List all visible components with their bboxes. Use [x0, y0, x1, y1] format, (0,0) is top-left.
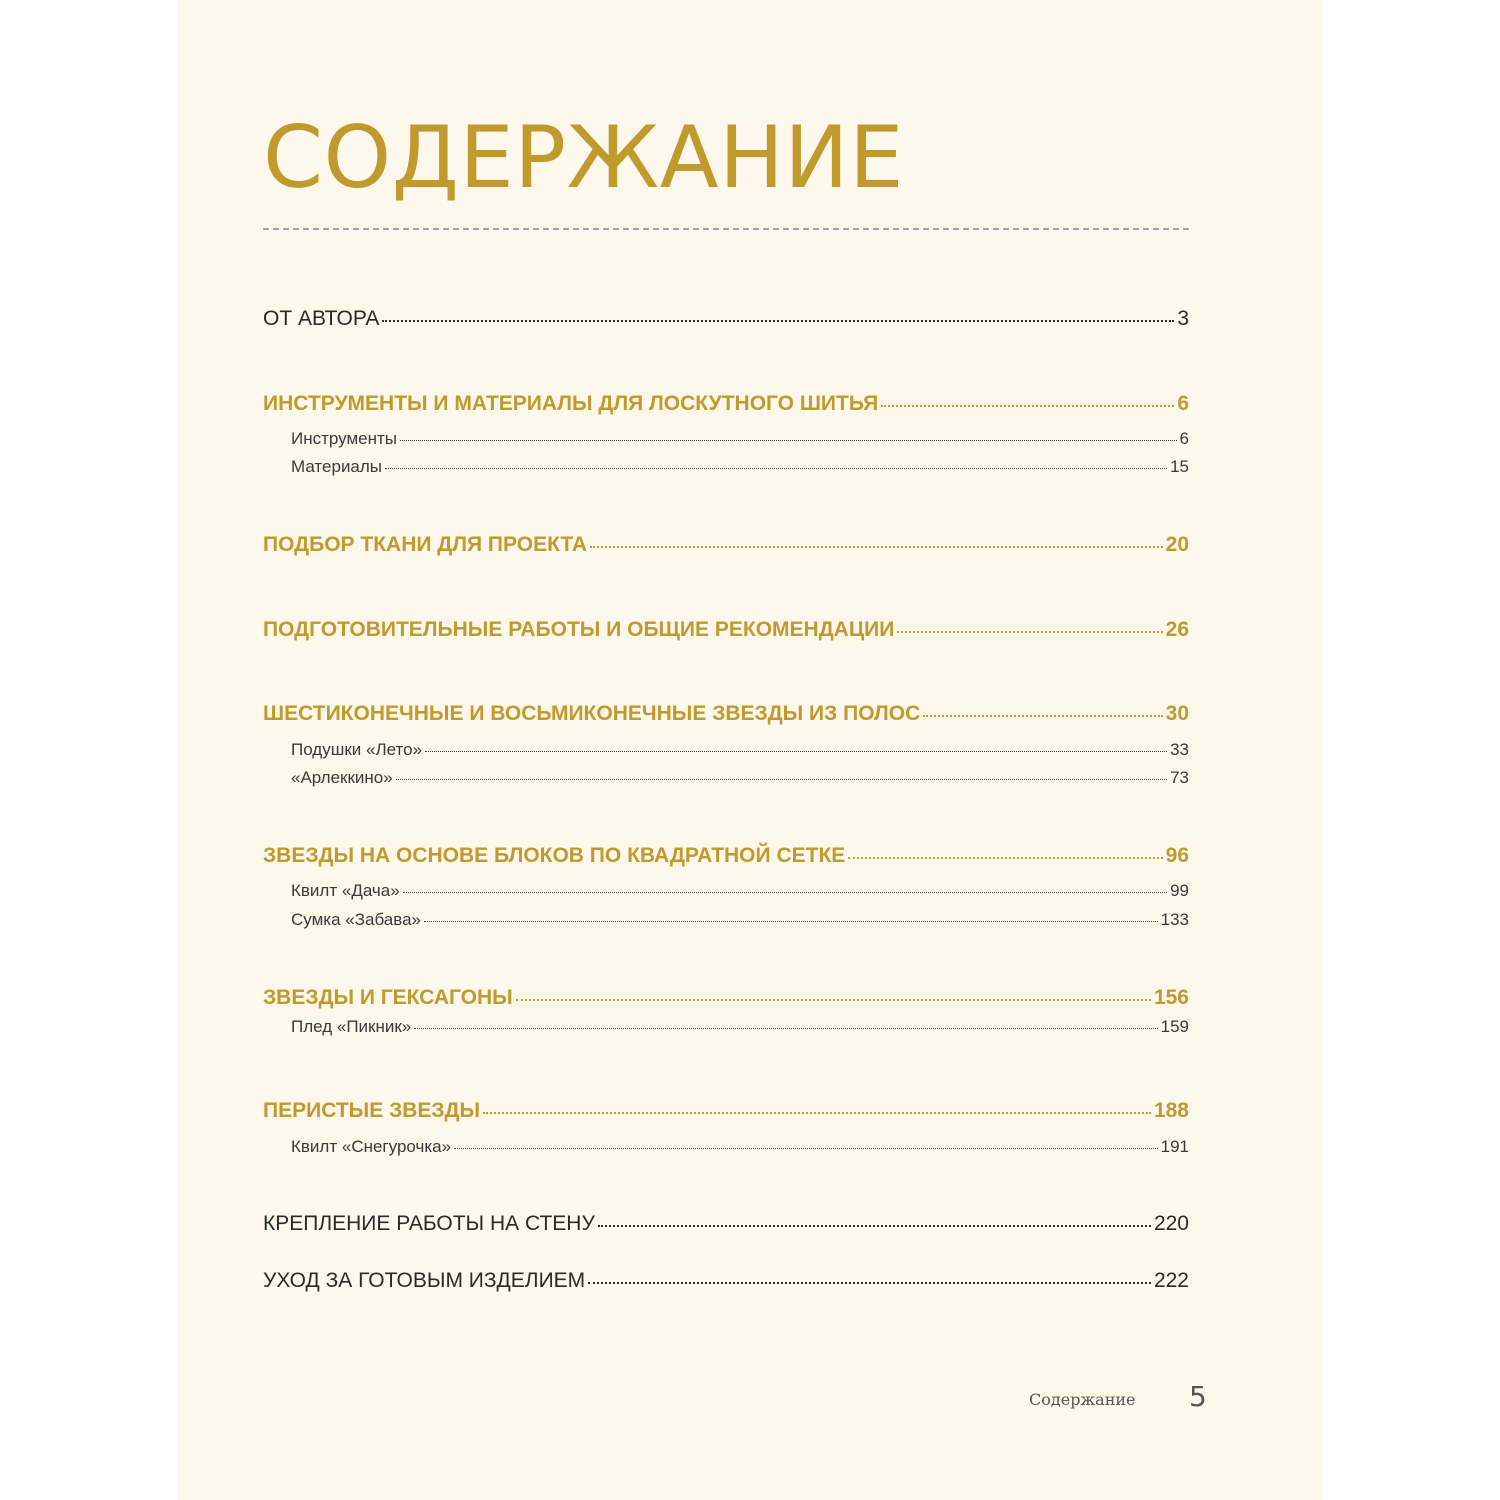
- toc-subentry-quilt-dacha[interactable]: [291, 881, 1189, 901]
- dot-leader: [424, 921, 1158, 922]
- toc-entry-label: ПОДГОТОВИТЕЛЬНЫЕ РАБОТЫ И ОБЩИЕ РЕКОМЕНДАЦИИ: [263, 618, 895, 641]
- toc-entry-wall-mounting[interactable]: [263, 1212, 1189, 1236]
- toc-subentry-label: Квилт «Дача»: [291, 881, 400, 900]
- dashed-divider: [263, 228, 1189, 230]
- toc-entry-hexagon-stars[interactable]: [263, 986, 1189, 1010]
- toc-entry-label: ЗВЕЗДЫ НА ОСНОВЕ БЛОКОВ ПО КВАДРАТНОЙ СЕТКЕ: [263, 844, 846, 867]
- toc-subentry-label: Сумка «Забава»: [291, 910, 421, 929]
- toc-entry-page: 156: [1153, 986, 1189, 1009]
- toc-subentry-plaid-piknik[interactable]: [291, 1017, 1189, 1037]
- toc-entry-page: 20: [1165, 533, 1189, 556]
- toc-subentry-page: 15: [1170, 457, 1189, 476]
- toc-subentry-quilt-snegurochka[interactable]: [291, 1137, 1189, 1157]
- dot-leader: [881, 405, 1174, 407]
- toc-entry-strip-stars[interactable]: [263, 702, 1189, 726]
- book-page: [178, 0, 1322, 1500]
- toc-subentry-label: «Арлеккино»: [291, 768, 393, 787]
- dot-leader: [454, 1148, 1158, 1149]
- dot-leader: [382, 320, 1174, 322]
- toc-entry-page: 222: [1153, 1269, 1189, 1292]
- toc-subentry-arlekkino[interactable]: [291, 768, 1189, 788]
- toc-entry-feathered-stars[interactable]: [263, 1099, 1189, 1123]
- page-title: СОДЕРЖАНИЕ: [263, 108, 904, 208]
- toc-entry-page: 3: [1177, 307, 1189, 330]
- toc-subentry-page: 33: [1170, 740, 1189, 759]
- dot-leader: [414, 1028, 1157, 1029]
- toc-subentry-page: 133: [1160, 910, 1189, 929]
- toc-entry-preparation[interactable]: [263, 618, 1189, 642]
- toc-entry-page: 188: [1153, 1099, 1189, 1122]
- toc-subentry-page: 99: [1170, 881, 1189, 900]
- dot-leader: [848, 857, 1162, 859]
- toc-entry-page: 220: [1153, 1212, 1189, 1235]
- toc-entry-page: 96: [1165, 844, 1189, 867]
- toc-subentry-page: 191: [1160, 1137, 1189, 1156]
- toc-subentry-bag-zabava[interactable]: [291, 910, 1189, 930]
- toc-entry-label: ЗВЕЗДЫ И ГЕКСАГОНЫ: [263, 986, 513, 1009]
- dot-leader: [403, 892, 1167, 893]
- toc-subentry-label: Плед «Пикник»: [291, 1017, 412, 1036]
- dot-leader: [516, 999, 1151, 1001]
- toc-entry-page: 26: [1165, 618, 1189, 641]
- dot-leader: [425, 751, 1167, 752]
- dot-leader: [590, 546, 1163, 548]
- toc-entry-label: ПОДБОР ТКАНИ ДЛЯ ПРОЕКТА: [263, 533, 588, 556]
- toc-entry-label: ПЕРИСТЫЕ ЗВЕЗДЫ: [263, 1099, 481, 1122]
- toc-subentry-pillows-leto[interactable]: [291, 740, 1189, 760]
- toc-subentry-label: Инструменты: [291, 429, 398, 448]
- toc-entry-label: КРЕПЛЕНИЕ РАБОТЫ НА СТЕНУ: [263, 1212, 595, 1235]
- toc-entry-page: 6: [1177, 392, 1189, 415]
- dot-leader: [396, 779, 1167, 780]
- toc-entry-label: ИНСТРУМЕНТЫ И МАТЕРИАЛЫ ДЛЯ ЛОСКУТНОГО ШИТЬЯ: [263, 392, 879, 415]
- running-footer-label: Содержание: [1029, 1390, 1136, 1409]
- toc-entry-care[interactable]: [263, 1269, 1189, 1293]
- toc-entry-label: УХОД ЗА ГОТОВЫМ ИЗДЕЛИЕМ: [263, 1269, 586, 1292]
- dot-leader: [400, 440, 1177, 441]
- toc-subentry-page: 159: [1160, 1017, 1189, 1036]
- toc-entry-label: ШЕСТИКОНЕЧНЫЕ И ВОСЬМИКОНЕЧНЫЕ ЗВЕЗДЫ ИЗ ПОЛОС: [263, 702, 921, 725]
- toc-subentry-materials[interactable]: [291, 457, 1189, 477]
- page-number: 5: [1189, 1380, 1207, 1413]
- dot-leader: [923, 715, 1162, 717]
- toc-subentry-tools[interactable]: [291, 429, 1189, 449]
- toc-subentry-label: Квилт «Снегурочка»: [291, 1137, 452, 1156]
- toc-entry-fabric-selection[interactable]: [263, 533, 1189, 557]
- toc-subentry-label: Материалы: [291, 457, 383, 476]
- toc-entry-label: ОТ АВТОРА: [263, 307, 380, 330]
- toc-subentry-page: 73: [1170, 768, 1189, 787]
- toc-entry-grid-stars[interactable]: [263, 844, 1189, 868]
- dot-leader: [598, 1225, 1151, 1227]
- toc-entry-tools-materials[interactable]: [263, 392, 1189, 416]
- dot-leader: [897, 631, 1162, 633]
- toc-entry-from-author[interactable]: [263, 307, 1189, 331]
- dot-leader: [588, 1282, 1151, 1284]
- toc-subentry-page: 6: [1179, 429, 1189, 448]
- toc-subentry-label: Подушки «Лето»: [291, 740, 423, 759]
- toc-entry-page: 30: [1165, 702, 1189, 725]
- dot-leader: [483, 1112, 1151, 1114]
- dot-leader: [385, 468, 1167, 469]
